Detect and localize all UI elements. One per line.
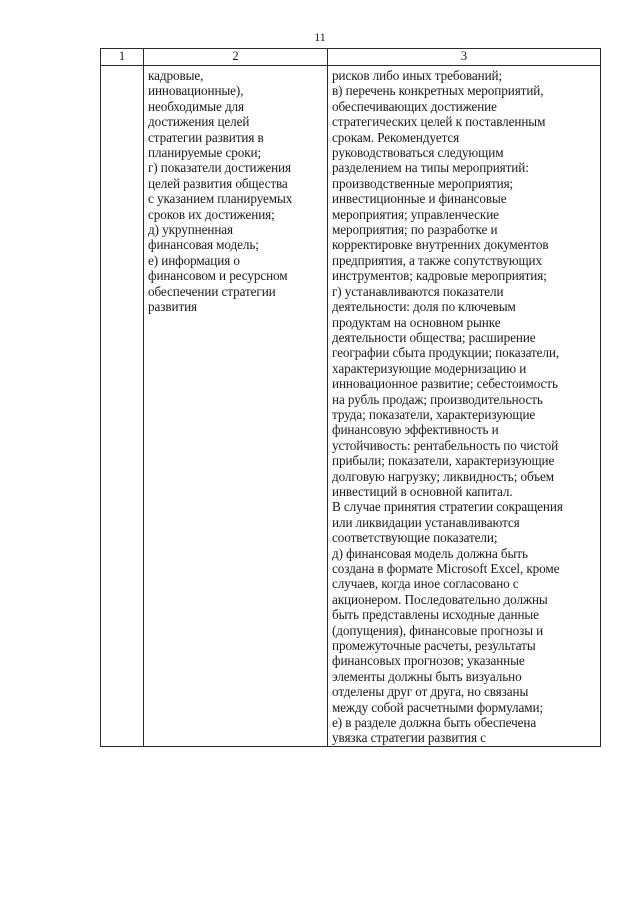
text-line: сроков их достижения;: [148, 206, 275, 222]
document-table: [100, 48, 601, 747]
text-line: е) информация о: [148, 252, 240, 268]
text-line: инструментов; кадровые мероприятия;: [332, 268, 547, 284]
text-line: д) укрупненная: [148, 222, 234, 238]
text-line: финансовом и ресурсном: [148, 268, 288, 284]
text-line: г) устанавливаются показатели: [332, 283, 504, 299]
text-line: инновационное развитие; себестоимость: [332, 376, 558, 392]
text-line: продуктам на основном рынке: [332, 314, 501, 330]
text-line: случаев, когда иное согласовано с: [332, 576, 519, 592]
text-line: мероприятия; по разработке и: [332, 222, 498, 238]
cell-column-3-text: [328, 66, 600, 746]
text-line: финансовых прогнозов; указанные: [332, 653, 525, 669]
text-line: мероприятия; управленческие: [332, 206, 499, 222]
text-line: руководствоваться следующим: [332, 145, 504, 161]
text-line: д) финансовая модель должна быть: [332, 545, 528, 561]
text-line: увязка стратегии развития с: [332, 730, 486, 746]
text-line: инновационные),: [148, 83, 244, 99]
text-line: на рубль продаж; производительность: [332, 391, 543, 407]
text-line: создана в формате Microsoft Excel, кроме: [332, 561, 560, 576]
text-line: прибыли; показатели, характеризующие: [332, 453, 555, 469]
header-cell-3: 3: [328, 49, 601, 66]
text-line: (допущения), финансовые прогнозы и: [332, 622, 544, 638]
text-line: стратегических целей к поставленным: [332, 114, 546, 130]
text-line: г) показатели достижения: [148, 160, 291, 176]
text-line: корректировке внутренних документов: [332, 237, 549, 253]
text-line: финансовую эффективность и: [332, 422, 499, 438]
text-line: срокам. Рекомендуется: [332, 129, 460, 145]
cell-column-1-text: [101, 66, 143, 68]
text-line: целей развития общества: [148, 175, 288, 191]
text-line: инвестиций в основной капитал.: [332, 483, 513, 499]
page-number: 11: [314, 30, 326, 44]
text-line: быть представлены исходные данные: [332, 607, 539, 623]
text-line: производственные мероприятия;: [332, 175, 514, 191]
text-line: обеспечении стратегии: [148, 283, 276, 299]
cell-column-1: [101, 66, 144, 747]
text-line: соответствующие показатели;: [332, 530, 498, 546]
text-line: деятельности общества; расширение: [332, 329, 536, 345]
text-line: обеспечивающих достижение: [332, 98, 497, 114]
text-line: устойчивость: рентабельность по чистой: [332, 437, 559, 453]
text-line: необходимые для: [148, 98, 244, 114]
text-line: долговую нагрузку; ликвидность; объем: [332, 468, 554, 484]
cell-column-2: [144, 66, 328, 747]
text-line: развития: [148, 299, 198, 315]
text-line: предприятия, а также сопутствующих: [332, 252, 542, 268]
text-line: деятельности: доля по ключевым: [332, 299, 516, 315]
text-line: или ликвидации устанавливаются: [332, 514, 520, 530]
text-line: В случае принятия стратегии сокращения: [332, 499, 563, 515]
text-line: с указанием планируемых: [148, 191, 293, 207]
text-line: е) в разделе должна быть обеспечена: [332, 715, 537, 731]
text-line: достижения целей: [148, 114, 250, 130]
text-line: в) перечень конкретных мероприятий,: [332, 83, 544, 99]
text-line: рисков либо иных требований;: [332, 68, 503, 83]
text-line: элементы должны быть визуально: [332, 668, 522, 684]
text-line: отделены друг от друга, но связаны: [332, 684, 529, 700]
text-line: акционером. Последовательно должны: [332, 591, 548, 607]
text-line: планируемые сроки;: [148, 145, 262, 161]
text-line: характеризующие модернизацию и: [332, 360, 527, 376]
text-line: разделением на типы мероприятий:: [332, 160, 529, 176]
text-line: стратегии развития в: [148, 129, 264, 145]
cell-column-2-text: [144, 66, 327, 315]
text-line: финансовая модель;: [148, 237, 259, 253]
table-header-row: [101, 49, 601, 66]
text-line: между собой расчетными формулами;: [332, 699, 544, 715]
text-line: географии сбыта продукции; показатели,: [332, 345, 560, 361]
header-cell-1: 1: [101, 49, 144, 66]
header-cell-2: 2: [144, 49, 328, 66]
text-line: труда; показатели, характеризующие: [332, 406, 536, 422]
text-line: инвестиционные и финансовые: [332, 191, 507, 207]
table-content-row: [101, 66, 601, 747]
text-line: промежуточные расчеты, результаты: [332, 638, 536, 654]
cell-column-3: [328, 66, 601, 747]
text-line: кадровые,: [148, 68, 204, 83]
